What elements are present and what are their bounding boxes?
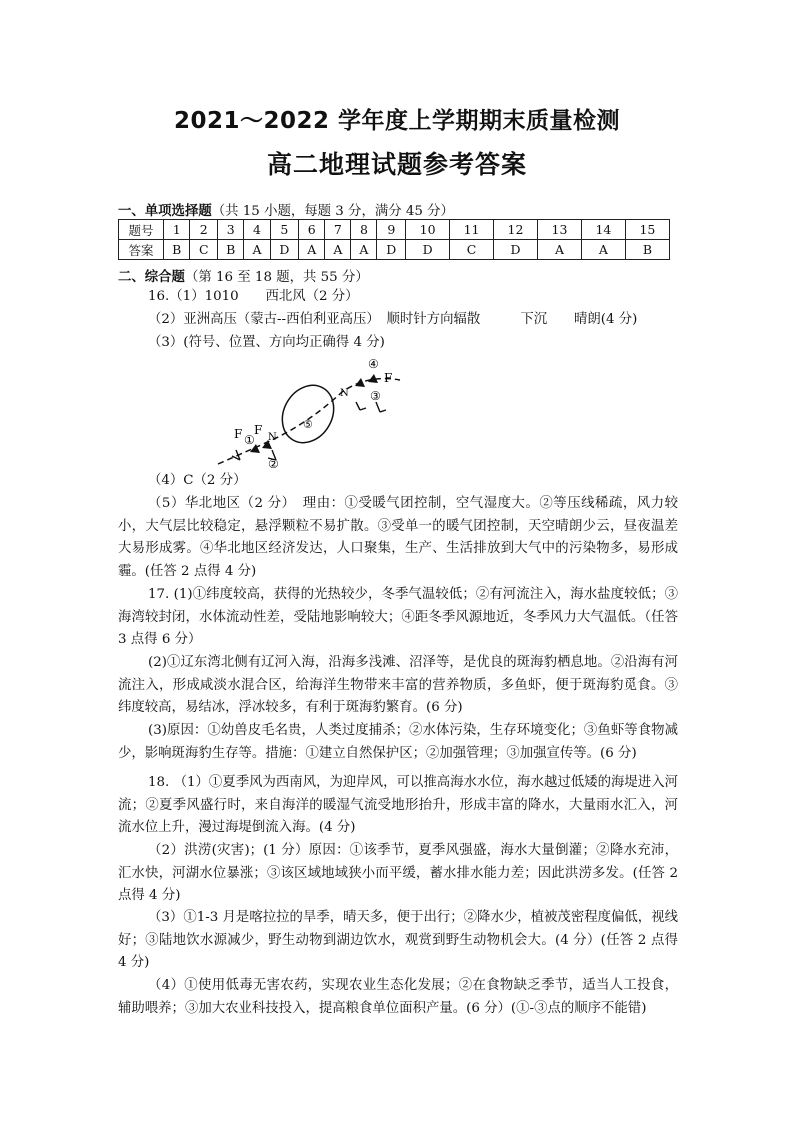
label-1: ① [244,433,255,447]
section2-heading: 二、综合题（第 16 至 18 题，共 55 分） [118,270,369,285]
q17-2: (2)①辽东湾北侧有辽河入海，沿海多浅滩、沼泽等，是优良的斑海豹栖息地。②沿海有河流注入，形成咸淡水混合区，给海洋生物带来丰富的营养物质，多鱼虾，便于斑海豹觅食。③纬度较高，易结冰，浮冰较多，有利于斑海豹繁育。(6 分) [118,655,678,716]
label-3: ③ [370,389,381,403]
table-row [119,240,670,260]
label-2: ② [268,457,279,471]
label-5: ⑤ [303,418,313,431]
question-number-cell: 8 [351,220,377,240]
answer-cell: C [450,240,494,260]
row-label-ans: 答案 [119,240,164,260]
question-number-cell: 13 [537,220,581,240]
answer-cell: A [299,240,325,260]
answer-cell: A [351,240,377,260]
wind-barb-icon [376,402,386,412]
question-number-cell: 1 [164,220,190,240]
q16-4: （4）C（2 分） [148,473,247,488]
question-number-cell: 10 [406,220,450,240]
question-number-cell: 5 [270,220,299,240]
cyclone-ellipse [272,376,344,452]
q17-1: 17. (1)①纬度较高，获得的光热较少，冬季气温较低；②有河流注入，海水盐度较低；③海湾较封闭，水体流动性差，受陆地影响较大；④距冬季风源地近，冬季风力大气温低。（任答 3 点得 6 分） [118,587,678,648]
label-4: ④ [368,357,379,371]
question-number-cell: 3 [217,220,243,240]
q16-5: （5）华北地区（2 分） 理由：①受暖气团控制，空气湿度大。②等压线稀疏，风力较小，大气层比较稳定，悬浮颗粒不易扩散。③受单一的暖气团控制，天空晴朗少云，昼夜温差大易形成雾。④华北地区经济发达，人口聚集，生产、生活排放到大气中的污染物多，易形成霾。(任答 2 点得 4 分) [118,496,678,579]
answer-cell: A [537,240,581,260]
question-number-cell: 14 [581,220,625,240]
question-number-cell: 11 [450,220,494,240]
question-number-cell: 15 [625,220,669,240]
q17-3: (3)原因：①幼兽皮毛名贵，人类过度捕杀；②水体污染，生存环境变化；③鱼虾等食物减少，影响斑海豹生存等。措施：①建立自然保护区；②加强管理；③加强宣传等。(6 分) [118,723,678,761]
exam-title: 2021～2022 学年度上学期期末质量检测 [173,108,621,134]
answer-cell: D [270,240,299,260]
answer-cell: D [377,240,406,260]
answer-cell: A [325,240,351,260]
label-n2: N [340,388,349,399]
label-f1: F [234,427,243,441]
question-number-cell: 4 [244,220,270,240]
answer-cell: A [244,240,270,260]
answer-cell: D [406,240,450,260]
answer-cell: C [190,240,218,260]
q16-1: 16.（1）1010 西北风（2 分） [148,289,359,304]
q18-1: 18. （1）①夏季风为西南风，为迎岸风，可以推高海水水位，海水越过低矮的海堤进入河流；②夏季风盛行时，来自海洋的暖湿气流受地形抬升，形成丰富的降水，大量雨水汇入，河流水位上升，漫过海堤倒流入海。(4 分) [118,775,678,836]
q18-3: （3）①1-3 月是喀拉拉的旱季，晴天多，便于出行；②降水少，植被茂密程度偏低，视线好；③陆地饮水源减少，野生动物到湖边饮水，观赏到野生动物机会大。(4 分）(任答 2 点得 4 分) [118,910,678,971]
section1-heading: 一、单项选择题（共 15 小题，每题 3 分，满分 45 分） [118,204,454,219]
weather-front-diagram [210,352,410,472]
q16-2: （2）亚洲高压（蒙古--西伯利亚高压） 顺时针方向辐散 下沉 晴朗(4 分) [148,312,638,327]
question-number-cell: 9 [377,220,406,240]
answer-cell: B [217,240,243,260]
question-number-cell: 2 [190,220,218,240]
answer-cell: D [494,240,538,260]
answer-cell: B [164,240,190,260]
wind-barb-icon [356,402,366,410]
question-number-cell: 6 [299,220,325,240]
label-f3: F [384,371,393,385]
q16-3: （3）(符号、位置、方向均正确得 4 分) [148,335,385,350]
answer-table [118,219,670,260]
label-f2: F [254,423,263,437]
question-number-cell: 12 [494,220,538,240]
table-row [119,220,670,240]
answer-cell: B [625,240,669,260]
label-n1: N [268,432,277,443]
exam-subtitle: 高二地理试题参考答案 [266,150,527,179]
question-number-cell: 7 [325,220,351,240]
q18-2: （2）洪涝(灾害)；(1 分）原因：①该季节，夏季风强盛，海水大量倒灌；②降水充沛，汇水快，河湖水位暴涨；③该区域地域狭小而平缓，蓄水排水能力差；因此洪涝多发。(任答 2 点得 4 分) [118,843,678,904]
q18-4: （4）①使用低毒无害农药，实现农业生态化发展；②在食物缺乏季节，适当人工投食，辅助喂养；③加大农业科技投入，提高粮食单位面积产量。(6 分）(①-③点的顺序不能错) [118,978,678,1016]
row-label-num: 题号 [119,220,164,240]
answer-cell: A [581,240,625,260]
